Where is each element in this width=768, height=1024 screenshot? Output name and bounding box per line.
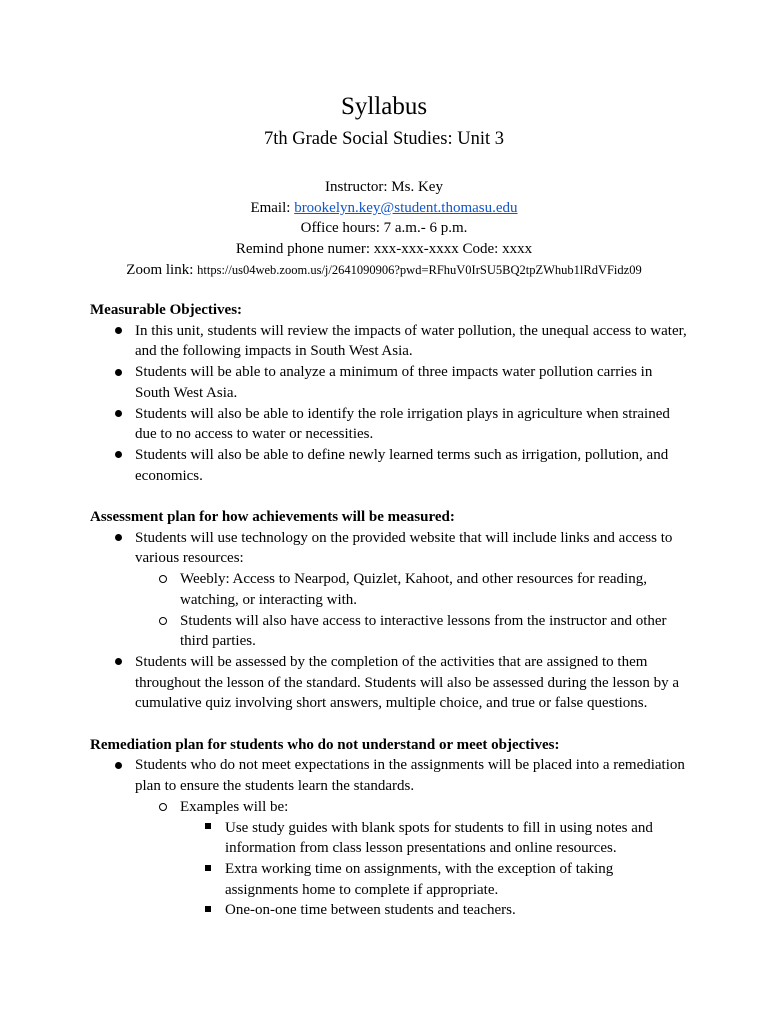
list-item-text: Weebly: Access to Nearpod, Quizlet, Kahoot, and other resources for reading, watching, or interacting with.	[180, 571, 647, 608]
document-title: Syllabus	[340, 93, 428, 120]
objectives-section	[90, 300, 690, 486]
assessment-heading: Assessment plan for how achievements will be measured:	[90, 509, 455, 526]
instructor-line: Instructor: Ms. Key	[325, 179, 443, 195]
list-item-text: Students will also be able to define newly learned terms such as irrigation, pollution, and economics.	[135, 446, 669, 484]
list-item	[180, 859, 690, 900]
square-bullet-icon	[198, 859, 218, 880]
remediation-sublist	[135, 797, 690, 921]
zoom-label: Zoom link:	[126, 261, 198, 278]
bullet-icon	[108, 652, 128, 673]
remediation-list	[90, 755, 690, 921]
office-hours-line: Office hours: 7 a.m.- 6 p.m.	[300, 220, 468, 237]
list-item	[90, 321, 690, 362]
remediation-section	[90, 735, 690, 921]
hollow-bullet-icon	[153, 569, 173, 590]
list-item	[90, 528, 690, 652]
list-item-text: In this unit, students will review the impacts of water pollution, the unequal access to water, and the following impacts in South West Asia.	[135, 322, 687, 360]
objectives-list	[90, 321, 690, 487]
instructor-info	[0, 177, 768, 281]
document-body	[90, 300, 690, 942]
square-bullet-icon	[198, 818, 218, 839]
email-link[interactable]: brookelyn.key@student.thomasu.edu	[294, 199, 518, 216]
list-item-text: Extra working time on assignments, with the exception of taking assignments home to complete if appropriate.	[225, 860, 614, 898]
email-label: Email:	[250, 199, 295, 216]
list-item	[135, 569, 690, 610]
list-item	[135, 797, 690, 921]
bullet-icon	[108, 755, 128, 776]
bullet-icon	[108, 362, 128, 383]
assessment-list	[90, 528, 690, 714]
list-item-text: Students will be assessed by the completion of the activities that are assigned to them throughout the lesson of the standard. Students will also be assessed during the lesson by a cumulative quiz involving short answers, multiple choice, and true or false questions.	[135, 653, 680, 712]
bullet-icon	[108, 528, 128, 549]
remediation-examples-list	[180, 818, 690, 922]
square-bullet-icon	[198, 900, 218, 921]
assessment-sublist	[135, 569, 690, 652]
zoom-url: https://us04web.zoom.us/j/2641090906?pwd=RFhuV0IrSU5BQ2tpZWhub1lRdVFidz09	[197, 262, 642, 277]
objectives-heading: Measurable Objectives:	[90, 302, 243, 318]
list-item	[180, 900, 690, 921]
hollow-bullet-icon	[153, 611, 173, 632]
bullet-icon	[108, 445, 128, 466]
list-item-text: Examples will be:	[180, 798, 289, 815]
list-item-text: Students will be able to analyze a minimum of three impacts water pollution carries in South West Asia.	[135, 364, 653, 401]
list-item	[180, 818, 690, 859]
list-item-text: Students who do not meet expectations in the assignments will be placed into a remediation plan to ensure the students learn the standards.	[135, 757, 685, 795]
zoom-line	[0, 260, 768, 281]
list-item-text: Students will also have access to interactive lessons from the instructor and other third parties.	[180, 612, 667, 650]
list-item-text: One-on-one time between students and teachers.	[225, 902, 516, 919]
bullet-icon	[108, 321, 128, 342]
remind-line: Remind phone numer: xxx-xxx-xxxx Code: xxxx	[235, 241, 533, 258]
list-item	[90, 404, 690, 445]
list-item	[90, 362, 690, 403]
bullet-icon	[108, 404, 128, 425]
list-item	[90, 445, 690, 486]
remediation-heading: Remediation plan for students who do not understand or meet objectives:	[90, 736, 560, 753]
email-line	[0, 198, 768, 219]
list-item-text: Use study guides with blank spots for students to fill in using notes and information from class lesson presentations and online resources.	[225, 819, 653, 857]
list-item-text: Students will use technology on the provided website that will include links and access to various resources:	[135, 529, 673, 567]
document-subtitle: 7th Grade Social Studies: Unit 3	[264, 129, 504, 149]
hollow-bullet-icon	[153, 797, 173, 818]
list-item-text: Students will also be able to identify the role irrigation plays in agriculture when strained due to no access to water or necessities.	[135, 405, 670, 443]
list-item	[90, 755, 690, 921]
list-item	[135, 611, 690, 652]
list-item	[90, 652, 690, 714]
assessment-section	[90, 507, 690, 714]
